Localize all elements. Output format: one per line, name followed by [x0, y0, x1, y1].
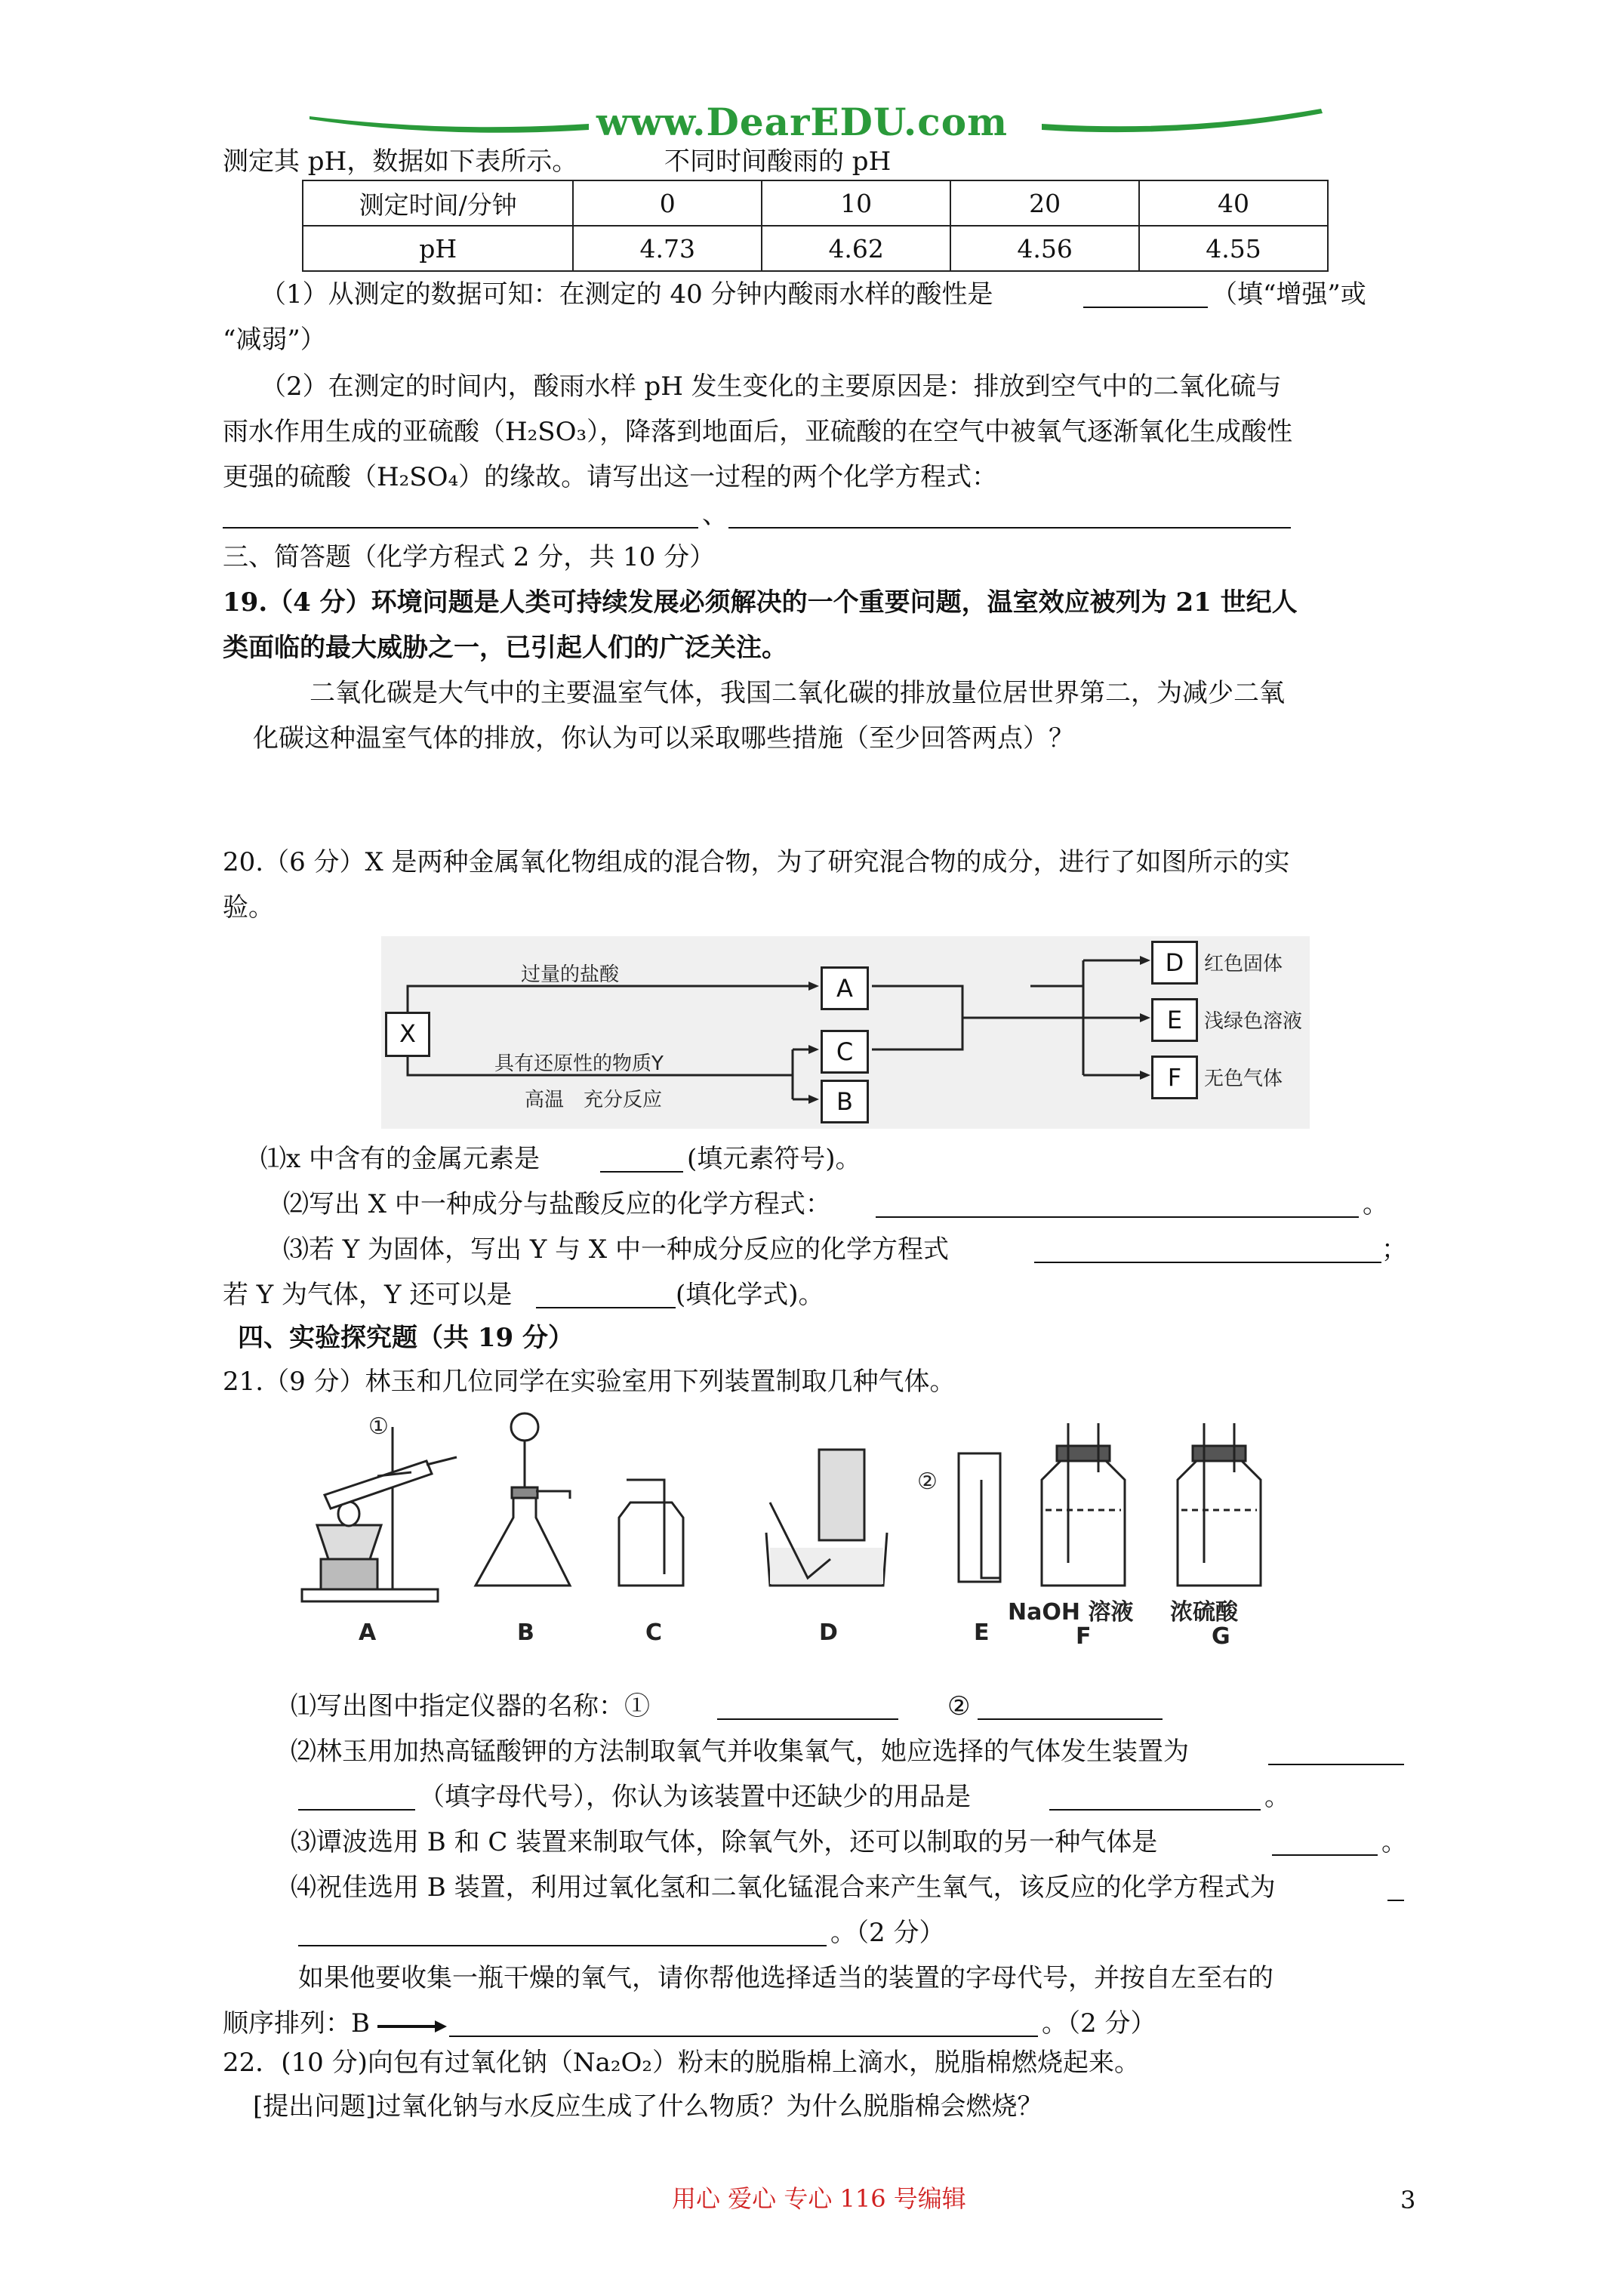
apparatus-mark-1: ①: [368, 1413, 389, 1440]
q21-sub3: ⑶谭波选用 B 和 C 装置来制取气体，除氧气外，还可以制取的另一种气体是: [291, 1827, 1158, 1857]
q18-equation-blank-1[interactable]: [223, 504, 698, 529]
q19-line4: 化碳这种温室气体的排放，你认为可以采取哪些措施（至少回答两点）？: [253, 723, 1074, 754]
table-cell: 0: [573, 180, 762, 226]
flow-label-d: 红色固体: [1204, 953, 1283, 975]
apparatus-c-drawing: [619, 1480, 683, 1586]
section3-title: 三、简答题（化学方程式 2 分，共 10 分）: [223, 542, 716, 572]
table-cell: 4.62: [762, 226, 950, 271]
q20-sub4-hint: (填化学式)。: [676, 1280, 824, 1310]
q20-sub2-end: 。: [1363, 1189, 1388, 1219]
q18-part1-hint: （填“增强”或: [1212, 279, 1366, 310]
q21-sub4-blank-a[interactable]: [1387, 1877, 1404, 1901]
q20-flow-diagram: [381, 936, 1310, 1129]
flow-node-x: X: [385, 1012, 430, 1057]
q22-line2: [提出问题]过氧化钠与水反应生成了什么物质？为什么脱脂棉会燃烧？: [253, 2091, 1043, 2122]
q21-sub2: ⑵林玉用加热高锰酸钾的方法制取氧气并收集氧气，她应选择的气体发生装置为: [291, 1737, 1189, 1767]
table-row: [303, 226, 1328, 271]
q20-sub4-blank[interactable]: [536, 1284, 676, 1308]
apparatus-f-drawing: [1042, 1423, 1125, 1586]
q21-sub4-end: 。（2 分）: [830, 1918, 945, 1948]
header-swoosh-left: [302, 100, 589, 145]
q21-sub1-mark2: ②: [947, 1691, 971, 1721]
flow-node-c: C: [821, 1030, 869, 1074]
flow-label-hcl: 过量的盐酸: [521, 963, 620, 986]
q21-line1: 21.（9 分）林玉和几位同学在实验室用下列装置制取几种气体。: [223, 1367, 956, 1397]
q21-sub1-blank-1[interactable]: [717, 1696, 898, 1720]
page-number: 3: [1400, 2186, 1416, 2214]
apparatus-h2so4-label: 浓硫酸: [1170, 1599, 1238, 1626]
table-caption: 不同时间酸雨的 pH: [664, 146, 892, 177]
q20-sub2: ⑵写出 X 中一种成分与盐酸反应的化学方程式：: [283, 1189, 831, 1219]
apparatus-d-drawing: [766, 1450, 887, 1586]
q18-part2-line3: 更强的硫酸（H₂SO₄）的缘故。请写出这一过程的两个化学方程式：: [223, 462, 998, 492]
apparatus-label-d: D: [819, 1620, 838, 1646]
q18-equation-blank-2[interactable]: [728, 504, 1291, 529]
q21-sub2-blank-1-cont[interactable]: [298, 1786, 415, 1811]
arrow-right-icon: [377, 2017, 447, 2036]
apparatus-label-f: F: [1076, 1623, 1092, 1650]
q19-line2: 类面临的最大威胁之一，已引起人们的广泛关注。: [223, 633, 787, 663]
intro-text: 测定其 pH，数据如下表所示。: [223, 146, 578, 177]
flow-label-f: 无色气体: [1204, 1068, 1283, 1090]
q21-sub4-blank-b[interactable]: [298, 1922, 827, 1946]
site-title: www.DearEDU.com: [596, 100, 1009, 144]
flow-node-a: A: [821, 966, 869, 1010]
q20-sub3-end: ；: [1381, 1234, 1407, 1265]
table-cell: 4.73: [573, 226, 762, 271]
q20-sub3: ⑶若 Y 为固体，写出 Y 与 X 中一种成分反应的化学方程式: [283, 1234, 949, 1265]
q21-apparatus-figure: [287, 1404, 1344, 1699]
q20-sub3-blank[interactable]: [1034, 1239, 1381, 1263]
q18-part2-line2: 雨水作用生成的亚硫酸（H₂SO₃），降落到地面后，亚硫酸的在空气中被氧气逐渐氧化生成酸性: [223, 417, 1293, 447]
table-cell: 10: [762, 180, 950, 226]
q21-sub1-blank-2[interactable]: [978, 1696, 1163, 1720]
apparatus-naoh-label: NaOH 溶液: [1008, 1599, 1134, 1626]
q19-line3: 二氧化碳是大气中的主要温室气体，我国二氧化碳的排放量位居世界第二，为减少二氧: [310, 678, 1285, 708]
q20-sub1-hint: (填元素符号)。: [687, 1144, 861, 1174]
q20-sub1-blank[interactable]: [600, 1148, 683, 1173]
q21-sub5-line2: 顺序排列：B: [223, 2008, 370, 2039]
q21-sub1: ⑴写出图中指定仪器的名称：①: [291, 1691, 650, 1721]
table-cell: 20: [950, 180, 1139, 226]
apparatus-a-drawing: [302, 1427, 457, 1601]
q20-sub4: 若 Y 为气体，Y 还可以是: [223, 1280, 513, 1310]
apparatus-drawings: [287, 1404, 1344, 1699]
q20-line1: 20.（6 分）X 是两种金属氧化物组成的混合物，为了研究混合物的成分，进行了如图所示的实: [223, 847, 1290, 877]
apparatus-mark-2: ②: [917, 1469, 938, 1495]
q21-sub5-end: 。（2 分）: [1042, 2008, 1156, 2039]
q21-sub5-line1: 如果他要收集一瓶干燥的氧气，请你帮他选择适当的装置的字母代号，并按自左至右的: [298, 1963, 1273, 1993]
header-swoosh-right: [1042, 100, 1329, 145]
table-row: [303, 180, 1328, 226]
q21-sub3-end: 。: [1381, 1827, 1407, 1857]
section4-title: 四、实验探究题（共 19 分）: [238, 1323, 574, 1353]
flow-node-b: B: [821, 1080, 869, 1123]
q18-separator: 、: [702, 500, 728, 530]
q21-sub2-blank-1[interactable]: [1268, 1741, 1404, 1765]
q18-part1-text: （1）从测定的数据可知：在测定的 40 分钟内酸雨水样的酸性是: [260, 279, 993, 310]
q21-sub5-blank[interactable]: [449, 2013, 1038, 2037]
q21-sub2-blank-2[interactable]: [1049, 1786, 1261, 1811]
flow-label-reducer: 具有还原性的物质Y: [494, 1052, 664, 1075]
table-cell: 测定时间/分钟: [303, 180, 573, 226]
q20-sub2-blank[interactable]: [876, 1194, 1359, 1218]
q21-sub4: ⑷祝佳选用 B 装置，利用过氧化氢和二氧化锰混合来产生氧气，该反应的化学方程式为: [291, 1872, 1276, 1903]
q22-line1: 22．(10 分)向包有过氧化钠（Na₂O₂）粉末的脱脂棉上滴水，脱脂棉燃烧起来。: [223, 2048, 1141, 2078]
flow-node-e: E: [1151, 998, 1198, 1042]
apparatus-e-drawing: [959, 1453, 1000, 1582]
apparatus-label-g: G: [1212, 1623, 1230, 1650]
q18-part2-line1: （2）在测定的时间内，酸雨水样 pH 发生变化的主要原因是：排放到空气中的二氧化硫与: [260, 371, 1282, 402]
flow-label-condition: 高温 充分反应: [525, 1089, 663, 1111]
table-cell: pH: [303, 226, 573, 271]
apparatus-label-e: E: [974, 1620, 990, 1646]
table-cell: 4.56: [950, 226, 1139, 271]
flow-node-f: F: [1151, 1056, 1198, 1099]
q18-part1-hint-cont: “减弱”）: [223, 325, 326, 355]
q21-sub2-cont: （填字母代号），你认为该装置中还缺少的用品是: [419, 1782, 971, 1812]
apparatus-label-a: A: [359, 1620, 377, 1646]
q19-line1: 19.（4 分）环境问题是人类可持续发展必须解决的一个重要问题，温室效应被列为 21 世纪人: [223, 587, 1298, 618]
apparatus-label-c: C: [645, 1620, 663, 1646]
q21-sub2-end: 。: [1264, 1782, 1290, 1812]
table-cell: 40: [1139, 180, 1328, 226]
apparatus-label-b: B: [517, 1620, 534, 1646]
ph-table: [302, 180, 1329, 272]
q20-line2: 验。: [223, 892, 274, 923]
flow-node-d: D: [1151, 941, 1198, 985]
q21-sub3-blank[interactable]: [1272, 1832, 1378, 1856]
header-banner: [302, 100, 1329, 145]
flow-label-e: 浅绿色溶液: [1204, 1010, 1303, 1033]
q20-sub1: ⑴x 中含有的金属元素是: [260, 1144, 540, 1174]
footer-text: 用心 爱心 专心 116 号编辑: [672, 2184, 966, 2213]
apparatus-g-drawing: [1178, 1423, 1261, 1586]
table-cell: 4.55: [1139, 226, 1328, 271]
apparatus-b-drawing: [476, 1413, 570, 1586]
q18-answer-blank-1[interactable]: [1083, 284, 1208, 308]
